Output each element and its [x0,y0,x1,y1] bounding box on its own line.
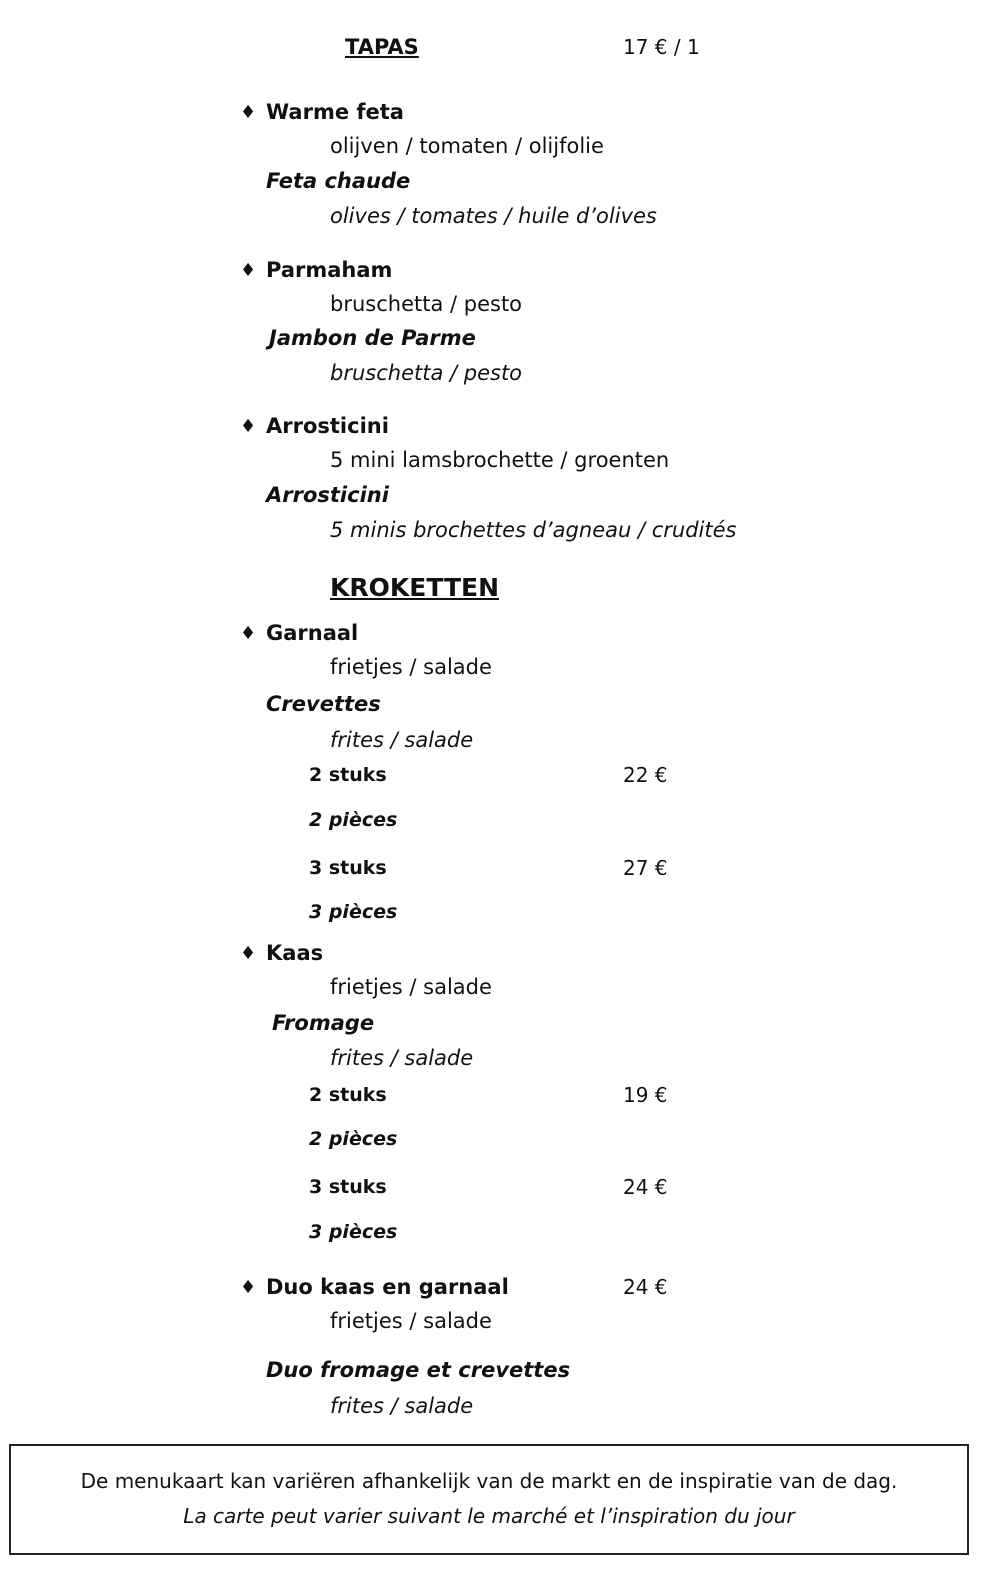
dish-name-fr: Fromage [272,1011,375,1035]
option-price: 22 € [623,763,668,787]
option-price: 24 € [623,1175,668,1199]
option-price: 19 € [623,1083,668,1107]
bullet-icon: ♦ [240,260,257,281]
bullet-icon: ♦ [240,416,257,437]
dish-name-fr: Feta chaude [266,169,411,193]
dish-name-nl: Duo kaas en garnaal [266,1275,509,1299]
bullet-icon: ♦ [240,943,257,964]
option-qty-nl: 2 stuks [309,764,387,786]
dish-name-fr: Jambon de Parme [269,326,476,350]
dish-name-nl: Garnaal [266,621,359,645]
dish-desc-fr: olives / tomates / huile d’olives [330,204,657,228]
bullet-icon: ♦ [240,623,257,644]
option-qty-nl: 3 stuks [309,857,387,879]
dish-name-nl: Parmaham [266,258,393,282]
dish-desc-fr: bruschetta / pesto [330,361,523,385]
bullet-icon: ♦ [240,102,257,123]
dish-desc-nl: frietjes / salade [330,975,492,999]
option-qty-fr: 2 pièces [309,809,398,831]
dish-desc-fr: 5 minis brochettes d’agneau / crudités [330,518,737,542]
notice-text-fr: La carte peut varier suivant le marché et l’inspiration du jour [183,1504,795,1528]
dish-name-nl: Arrosticini [266,414,389,438]
dish-desc-fr: frites / salade [330,728,474,752]
dish-name-fr: Duo fromage et crevettes [266,1358,571,1382]
menu-notice-box [9,1444,969,1555]
dish-desc-nl: olijven / tomaten / olijfolie [330,134,604,158]
dish-price: 24 € [623,1275,668,1299]
dish-name-fr: Arrosticini [266,483,389,507]
option-qty-fr: 3 pièces [309,1221,398,1243]
dish-name-nl: Kaas [266,941,324,965]
dish-desc-fr: frites / salade [330,1046,474,1070]
dish-name-nl: Warme feta [266,100,404,124]
dish-desc-nl: frietjes / salade [330,1309,492,1333]
bullet-icon: ♦ [240,1277,257,1298]
notice-text-nl: De menukaart kan variëren afhankelijk van de markt en de inspiratie van de dag. [80,1469,898,1493]
option-price: 27 € [623,856,668,880]
dish-desc-fr: frites / salade [330,1394,474,1418]
tapas-price: 17 € / 1 [623,35,700,59]
dish-desc-nl: bruschetta / pesto [330,292,523,316]
option-qty-fr: 2 pièces [309,1128,398,1150]
option-qty-nl: 3 stuks [309,1176,387,1198]
tapas-heading: TAPAS [345,35,419,59]
option-qty-nl: 2 stuks [309,1084,387,1106]
dish-desc-nl: frietjes / salade [330,655,492,679]
dish-name-fr: Crevettes [266,692,381,716]
option-qty-fr: 3 pièces [309,901,398,923]
kroketten-heading: KROKETTEN [330,573,500,602]
dish-desc-nl: 5 mini lamsbrochette / groenten [330,448,670,472]
